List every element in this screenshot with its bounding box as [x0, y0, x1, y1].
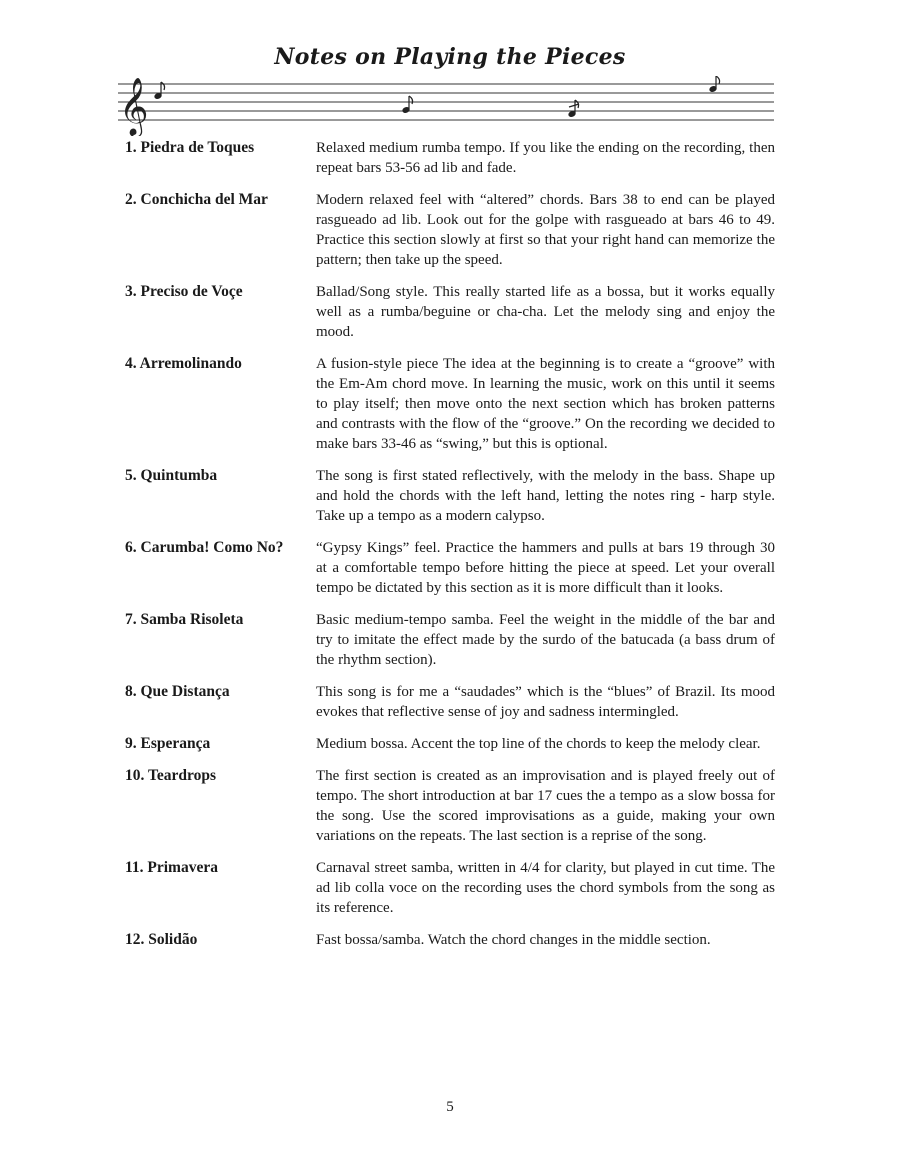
note-item	[125, 282, 775, 342]
piece-description: The song is first stated reflectively, with the melody in the bass. Shape up and hold the chords with the left hand, letting the notes ring - harp style. Take up a tempo as a modern calypso.	[316, 468, 775, 524]
piece-description: Fast bossa/samba. Watch the chord changes in the middle section.	[316, 932, 711, 948]
grace-note-icon	[154, 82, 164, 99]
piece-title: 9. Esperança	[125, 735, 211, 752]
piece-title: 7. Samba Risoleta	[125, 611, 244, 628]
music-staff	[118, 76, 774, 136]
page-number: 5	[446, 1099, 454, 1115]
piece-title: 5. Quintumba	[125, 467, 218, 484]
piece-description: This song is for me a “saudades” which is the “blues” of Brazil. Its mood evokes that reflective sense of joy and sadness intermingled.	[316, 684, 775, 720]
note-item	[125, 734, 775, 754]
piece-title: 4. Arremolinando	[125, 355, 242, 372]
piece-description: Medium bossa. Accent the top line of the chords to keep the melody clear.	[316, 736, 761, 752]
staff-lines	[118, 84, 774, 120]
notes-list	[125, 138, 775, 962]
page-title: Notes on Playing the Pieces	[274, 44, 626, 70]
piece-title: 2. Conchicha del Mar	[125, 191, 268, 208]
note-item	[125, 466, 775, 526]
piece-title: 1. Piedra de Toques	[125, 139, 255, 156]
piece-description: “Gypsy Kings” feel. Practice the hammers and pulls at bars 19 through 30 at a comfortable tempo before hitting the piece at speed. Let your overall tempo be dictated by this section as it is more difficult than it looks.	[316, 540, 775, 596]
note-item	[125, 610, 775, 670]
piece-description: The first section is created as an improvisation and is played freely out of tempo. The short introduction at bar 17 cues the a tempo as a slow bossa for the song. Use the scored improvisations as a guide, making your own variations on the repeats. The last section is a reprise of the song.	[316, 768, 775, 844]
piece-description: Carnaval street samba, written in 4/4 for clarity, but played in cut time. The ad lib colla voce on the recording uses the chord symbols from the song as its reference.	[316, 860, 775, 916]
piece-title: 12. Solidão	[125, 931, 198, 948]
piece-description: Basic medium-tempo samba. Feel the weight in the middle of the bar and try to imitate the effect made by the surdo of the batucada (a bass drum of the rhythm section).	[316, 612, 775, 668]
piece-title: 6. Carumba! Como No?	[125, 539, 284, 556]
piece-title: 10. Teardrops	[125, 767, 217, 784]
piece-title: 11. Primavera	[125, 859, 218, 876]
piece-title: 3. Preciso de Voçe	[125, 283, 243, 300]
note-item	[125, 682, 775, 722]
note-item	[125, 858, 775, 918]
piece-description: Relaxed medium rumba tempo. If you like the ending on the recording, then repeat bars 53-56 ad lib and fade.	[316, 140, 775, 176]
note-item	[125, 354, 775, 454]
grace-note-icon	[568, 100, 579, 117]
treble-clef-icon: 𝄞	[119, 77, 149, 135]
note-item	[125, 930, 775, 950]
piece-description: A fusion-style piece The idea at the beginning is to create a “groove” with the Em-Am chord move. In learning the music, work on this until it seems to play itself; then move onto the next section which has broken patterns and contrasts with the flow of the “groove.” On the recording we decided to make bars 33-46 as “swing,” but this is optional.	[316, 356, 775, 452]
note-item	[125, 538, 775, 598]
piece-title: 8. Que Distança	[125, 683, 230, 700]
note-item	[125, 766, 775, 846]
note-item	[125, 190, 775, 270]
piece-description: Ballad/Song style. This really started life as a bossa, but it works equally well as a rumba/beguine or cha-cha. Let the melody sing and enjoy the mood.	[316, 284, 775, 340]
note-item	[125, 138, 775, 178]
piece-description: Modern relaxed feel with “altered” chords. Bars 38 to end can be played rasgueado ad lib. Look out for the golpe with rasgueado at bars 46 to 49. Practice this section slowly at first so that your right hand can memorize the pattern; then take up the speed.	[316, 192, 775, 268]
